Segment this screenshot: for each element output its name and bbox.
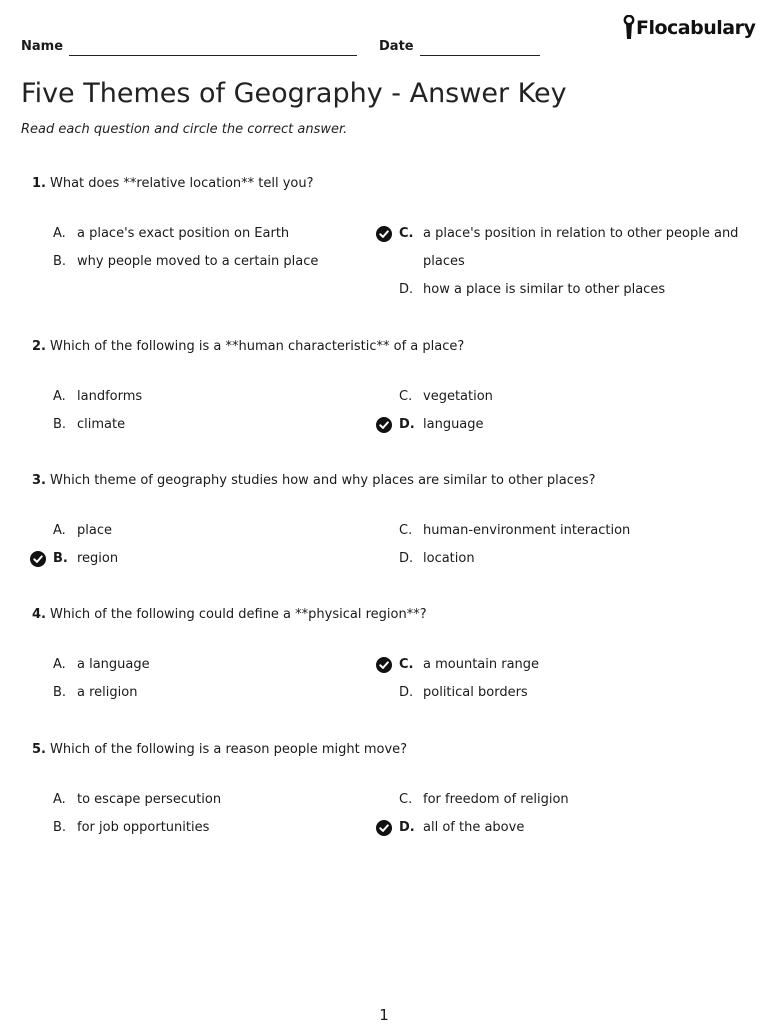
option-letter: D. xyxy=(399,551,414,566)
option-letter: A. xyxy=(53,792,66,807)
date-label: Date xyxy=(379,39,414,54)
option-letter: D. xyxy=(399,417,415,432)
check-circle-icon xyxy=(30,551,46,567)
date-field xyxy=(379,38,540,56)
option-text: for job opportunities xyxy=(77,820,210,835)
option-text: place xyxy=(77,523,112,538)
flocabulary-logo xyxy=(622,15,755,41)
check-circle-icon xyxy=(376,657,392,673)
option-letter: D. xyxy=(399,820,415,835)
option-letter: C. xyxy=(399,657,414,672)
question-number: 4. xyxy=(32,607,46,622)
option-text: human-environment interaction xyxy=(423,523,631,538)
option-text: language xyxy=(423,417,484,432)
page-number: 1 xyxy=(379,1006,389,1024)
option-text: vegetation xyxy=(423,389,493,404)
option-letter: C. xyxy=(399,523,413,538)
option-text: how a place is similar to other places xyxy=(423,282,666,297)
worksheet-header xyxy=(0,0,768,70)
option-text: landforms xyxy=(77,389,143,404)
option-text: climate xyxy=(77,417,126,432)
option-text: region xyxy=(77,551,119,566)
question-prompt: Which of the following could define a **physical region**? xyxy=(49,607,427,622)
option-text: to escape persecution xyxy=(77,792,222,807)
logo-text: Flocabulary xyxy=(636,17,756,39)
question-number: 1. xyxy=(32,176,46,191)
option-text: a language xyxy=(77,657,150,672)
question-number: 2. xyxy=(32,339,46,354)
check-circle-icon xyxy=(376,226,392,242)
option-letter: A. xyxy=(53,226,66,241)
date-line xyxy=(420,42,540,56)
option-letter: A. xyxy=(53,657,66,672)
option-letter: C. xyxy=(399,226,414,241)
question-prompt: Which of the following is a reason people might move? xyxy=(49,742,408,757)
instructions: Read each question and circle the correct answer. xyxy=(21,122,348,137)
option-letter: B. xyxy=(53,820,67,835)
option-text: location xyxy=(423,551,475,566)
name-line xyxy=(69,42,357,56)
option-letter: D. xyxy=(399,282,414,297)
question-prompt: Which of the following is a **human characteristic** of a place? xyxy=(49,339,465,354)
option-letter: B. xyxy=(53,254,67,269)
option-text: political borders xyxy=(423,685,528,700)
option-text: a religion xyxy=(77,685,138,700)
option-text: for freedom of religion xyxy=(423,792,569,807)
option-letter: B. xyxy=(53,417,67,432)
question-text xyxy=(32,339,464,354)
option-text: all of the above xyxy=(423,820,525,835)
option-letter: C. xyxy=(399,389,413,404)
question-text xyxy=(32,473,596,488)
question-prompt: What does **relative location** tell you? xyxy=(49,176,314,191)
question-number: 3. xyxy=(32,473,46,488)
question-number: 5. xyxy=(32,742,46,757)
name-label: Name xyxy=(21,39,64,54)
option-text: a mountain range xyxy=(423,657,540,672)
option-text: a place's position in relation to other people and places xyxy=(423,226,739,269)
question-text xyxy=(32,742,407,757)
option-letter: A. xyxy=(53,389,66,404)
option-letter: B. xyxy=(53,685,67,700)
question-text xyxy=(32,607,427,622)
option-letter: D. xyxy=(399,685,414,700)
option-text: why people moved to a certain place xyxy=(77,254,319,269)
option-text: a place's exact position on Earth xyxy=(77,226,290,241)
question-text xyxy=(32,176,314,191)
question-prompt: Which theme of geography studies how and why places are similar to other places? xyxy=(49,473,596,488)
check-circle-icon xyxy=(376,417,392,433)
option-letter: B. xyxy=(53,551,68,566)
check-circle-icon xyxy=(376,820,392,836)
option-letter: C. xyxy=(399,792,413,807)
page-title: Five Themes of Geography - Answer Key xyxy=(21,78,567,109)
name-field xyxy=(21,38,357,56)
option-letter: A. xyxy=(53,523,66,538)
